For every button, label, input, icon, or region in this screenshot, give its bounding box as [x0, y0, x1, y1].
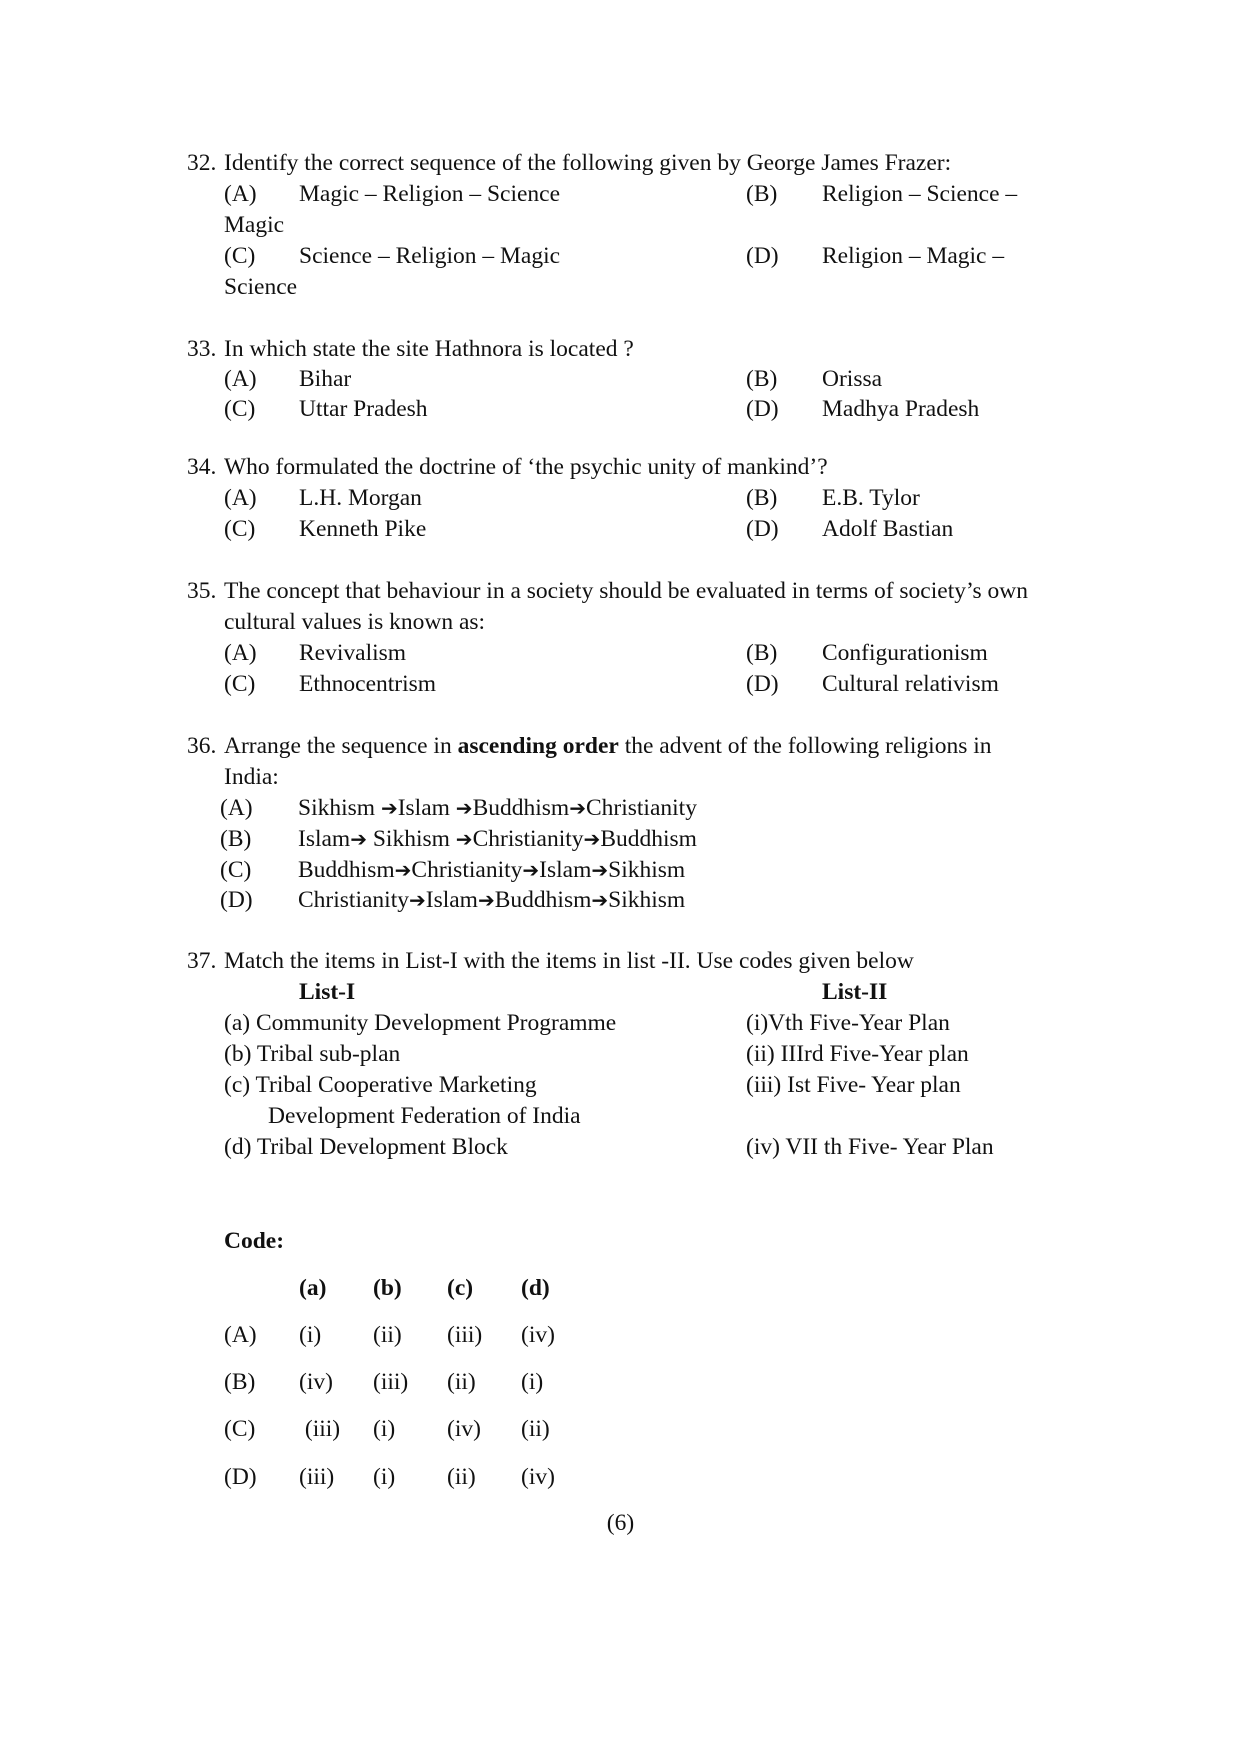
- code-cell: (iii): [299, 1416, 341, 1442]
- code-cell: (iii): [299, 1464, 335, 1490]
- question-text-post: the advent of the following religions in: [618, 733, 992, 759]
- question-number: 34.: [187, 454, 217, 480]
- option-label: (B): [746, 366, 778, 392]
- arrow-right-icon: ➔: [583, 827, 601, 851]
- question-text-line2: cultural values is known as:: [224, 609, 486, 635]
- option-label: (C): [224, 516, 256, 542]
- question-number: 37.: [187, 948, 217, 974]
- code-cell: (ii): [373, 1322, 402, 1348]
- option-d: [746, 669, 999, 700]
- arrow-right-icon: ➔: [591, 888, 609, 912]
- code-cell: (ii): [447, 1464, 476, 1490]
- option-d: [746, 394, 979, 425]
- arrow-right-icon: ➔: [408, 888, 426, 912]
- code-cell: (ii): [521, 1416, 550, 1442]
- option-label: (C): [224, 243, 256, 269]
- option-text: Configurationism: [822, 640, 988, 666]
- option-label: (C): [220, 857, 252, 883]
- option-a: [224, 638, 406, 669]
- code-header-cell: (d): [521, 1275, 550, 1301]
- religion-item: Buddhism: [600, 826, 697, 852]
- religion-item: Christianity: [585, 795, 697, 821]
- option-text: E.B. Tylor: [822, 485, 920, 511]
- arrow-right-icon: ➔: [591, 858, 609, 882]
- list-1-item-b: (b) Tribal sub-plan: [224, 1041, 401, 1067]
- option-label: (D): [746, 243, 779, 269]
- option-label: (B): [746, 181, 778, 207]
- arrow-right-icon: ➔: [477, 888, 495, 912]
- question-33: [187, 334, 634, 365]
- religion-item: Sikhism: [298, 795, 381, 821]
- question-text: Identify the correct sequence of the following given by George James Frazer:: [224, 150, 952, 176]
- option-text: Science – Religion – Magic: [299, 243, 561, 269]
- religion-item: Sikhism: [608, 887, 686, 913]
- question-text-line2: India:: [224, 764, 279, 790]
- option-d: [746, 514, 953, 545]
- list-2-item-iii: (iii) Ist Five- Year plan: [746, 1072, 961, 1098]
- code-cell: (iii): [373, 1369, 409, 1395]
- option-label: (A): [224, 485, 257, 511]
- question-32: [187, 148, 951, 179]
- option-label: (A): [224, 640, 257, 666]
- sequence-option: [220, 824, 697, 855]
- code-cell: (iv): [299, 1369, 333, 1395]
- religion-item: Sikhism: [608, 857, 686, 883]
- question-34: [187, 452, 828, 483]
- code-cell: (i): [521, 1369, 544, 1395]
- option-b: [746, 483, 920, 514]
- question-number: 33.: [187, 336, 217, 362]
- option-b: [746, 638, 988, 669]
- option-label: (B): [746, 485, 778, 511]
- code-label: Code:: [224, 1228, 285, 1254]
- question-text: Who formulated the doctrine of ‘the psychic unity of mankind’?: [224, 454, 828, 480]
- question-text: Arrange the sequence in: [224, 733, 458, 759]
- list-1-item-d: (d) Tribal Development Block: [224, 1134, 508, 1160]
- option-label: (D): [746, 516, 779, 542]
- question-35: [187, 576, 1028, 607]
- code-row-label: (C): [224, 1416, 256, 1442]
- question-text: In which state the site Hathnora is located ?: [224, 336, 634, 362]
- code-row-label: (B): [224, 1369, 256, 1395]
- code-cell: (ii): [447, 1369, 476, 1395]
- list-1-item-c-wrap: Development Federation of India: [268, 1103, 581, 1129]
- religion-item: Islam: [298, 826, 351, 852]
- option-label: (C): [224, 671, 256, 697]
- code-header-cell: (c): [447, 1275, 474, 1301]
- question-text-bold: ascending order: [457, 733, 619, 759]
- option-text: Uttar Pradesh: [299, 396, 428, 422]
- option-label: (B): [746, 640, 778, 666]
- code-cell: (i): [299, 1322, 322, 1348]
- option-label: (A): [220, 795, 253, 821]
- option-a: [224, 364, 351, 395]
- list-1-heading: List-I: [299, 979, 356, 1005]
- option-label: (B): [220, 826, 252, 852]
- option-text: Cultural relativism: [822, 671, 999, 697]
- option-text: Bihar: [299, 366, 352, 392]
- code-cell: (i): [373, 1416, 396, 1442]
- question-37: [187, 946, 914, 977]
- option-b: [746, 364, 882, 395]
- code-cell: (i): [373, 1464, 396, 1490]
- option-b-wrap: Magic: [224, 212, 285, 238]
- option-d-wrap: Science: [224, 274, 298, 300]
- arrow-right-icon: ➔: [569, 796, 586, 820]
- option-text: L.H. Morgan: [299, 485, 422, 511]
- option-text: Kenneth Pike: [299, 516, 427, 542]
- code-row-label: (A): [224, 1322, 257, 1348]
- option-text: Madhya Pradesh: [822, 396, 980, 422]
- option-d: [746, 241, 1004, 272]
- arrow-right-icon: ➔: [350, 827, 367, 851]
- list-2-item-i: (i)Vth Five-Year Plan: [746, 1010, 950, 1036]
- list-1-item-c: (c) Tribal Cooperative Marketing: [224, 1072, 537, 1098]
- option-label: (A): [224, 366, 257, 392]
- religion-item: Buddhism: [298, 857, 395, 883]
- code-cell: (iv): [521, 1322, 555, 1348]
- religion-item: Sikhism: [366, 826, 456, 852]
- arrow-right-icon: ➔: [455, 796, 473, 820]
- option-text: Religion – Science –: [822, 181, 1018, 207]
- religion-item: Buddhism: [494, 887, 592, 913]
- list-2-item-iv: (iv) VII th Five- Year Plan: [746, 1134, 994, 1160]
- option-label: (A): [224, 181, 257, 207]
- religion-item: Christianity: [411, 857, 523, 883]
- list-2-item-ii: (ii) IIIrd Five-Year plan: [746, 1041, 969, 1067]
- arrow-right-icon: ➔: [380, 796, 398, 820]
- religion-item: Islam: [425, 887, 478, 913]
- religion-item: Buddhism: [472, 795, 570, 821]
- option-c: [224, 394, 428, 425]
- list-2-heading: List-II: [822, 979, 888, 1005]
- option-c: [224, 514, 426, 545]
- sequence-option: [220, 793, 697, 824]
- list-1-item-a: (a) Community Development Programme: [224, 1010, 617, 1036]
- question-number: 32.: [187, 150, 217, 176]
- arrow-right-icon: ➔: [394, 858, 412, 882]
- option-text: Religion – Magic –: [822, 243, 1005, 269]
- sequence-option: [220, 855, 685, 886]
- arrow-right-icon: ➔: [522, 858, 540, 882]
- arrow-right-icon: ➔: [455, 827, 473, 851]
- option-text: Ethnocentrism: [299, 671, 437, 697]
- question-text: The concept that behaviour in a society should be evaluated in terms of society’s own: [224, 578, 1028, 604]
- page-number: (6): [606, 1510, 635, 1536]
- option-text: Adolf Bastian: [822, 516, 954, 542]
- option-text: Orissa: [822, 366, 883, 392]
- option-label: (D): [746, 671, 779, 697]
- code-cell: (iv): [447, 1416, 481, 1442]
- religion-item: Islam: [539, 857, 592, 883]
- question-number: 35.: [187, 578, 217, 604]
- question-36: [187, 731, 992, 762]
- option-label: (D): [220, 887, 253, 913]
- code-header-cell: (b): [373, 1275, 402, 1301]
- code-row-label: (D): [224, 1464, 257, 1490]
- question-number: 36.: [187, 733, 217, 759]
- option-text: Magic – Religion – Science: [299, 181, 561, 207]
- option-label: (D): [746, 396, 779, 422]
- option-c: [224, 241, 560, 272]
- code-cell: (iv): [521, 1464, 555, 1490]
- option-b: [746, 179, 1017, 210]
- option-text: Revivalism: [299, 640, 407, 666]
- option-c: [224, 669, 436, 700]
- option-a: [224, 179, 560, 210]
- option-a: [224, 483, 422, 514]
- religion-item: Christianity: [298, 887, 409, 913]
- religion-item: Christianity: [472, 826, 584, 852]
- option-label: (C): [224, 396, 256, 422]
- religion-item: Islam: [397, 795, 456, 821]
- code-header-cell: (a): [299, 1275, 327, 1301]
- question-text: Match the items in List-I with the items in list -II. Use codes given below: [224, 948, 914, 974]
- sequence-option: [220, 885, 685, 916]
- code-cell: (iii): [447, 1322, 483, 1348]
